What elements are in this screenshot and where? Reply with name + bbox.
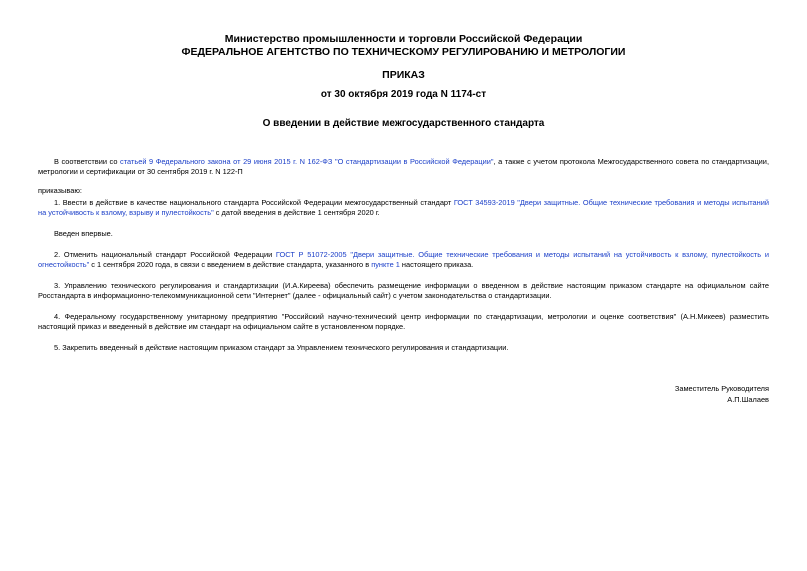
- signatory-position: Заместитель Руководителя: [674, 384, 769, 393]
- signatory-name: А.П.Шалаев: [727, 395, 769, 404]
- agency-name: ФЕДЕРАЛЬНОЕ АГЕНТСТВО ПО ТЕХНИЧЕСКОМУ РЕГУЛИРОВАНИЮ И МЕТРОЛОГИИ: [181, 46, 626, 58]
- law-link[interactable]: статьей 9 Федерального закона от 29 июня 2015 г. N 162-ФЗ "О стандартизации в Российской Федерации": [120, 157, 494, 166]
- order-word: приказываю:: [38, 186, 82, 195]
- ministry-name: Министерство промышленности и торговли Российской Федерации: [224, 33, 583, 45]
- gost-r-51072-link[interactable]: ГОСТ Р 51072-2005 "Двери защитные. Общие технические требования и методы испытаний на устойчивость к взлому, пулестойкость и огнестойкость": [38, 250, 769, 269]
- item-2-text-before: 2. Отменить национальный стандарт Российской Федерации: [54, 250, 276, 259]
- introduced-note: Введен впервые.: [54, 229, 113, 238]
- gost-34593-link[interactable]: ГОСТ 34593-2019 "Двери защитные. Общие технические требования и методы испытаний на устойчивость к взлому, взрыву и пулестойкость": [38, 198, 769, 217]
- item-2-text-middle: с 1 сентября 2020 года, в связи с введением в действие стандарта, указанного в: [89, 260, 372, 269]
- item-3-paragraph: 3. Управлению технического регулирования и стандартизации (И.А.Киреева) обеспечить размещение информации о введенном в действие настоящим приказом стандарте на официальном сайте Росстандарта в информационно-телекоммуникационной сети "Интернет" (далее - официальный сайт) с учетом законодательства о стандартизации.: [38, 281, 769, 300]
- intro-paragraph: [38, 157, 769, 177]
- item-4-paragraph: 4. Федеральному государственному унитарному предприятию "Российский научно-технический центр информации по стандартизации, метрологии и оценке соответствия" (А.Н.Микеев) разместить настоящий приказ и введенный в действие им стандарт на официальном сайте в установленном порядке.: [38, 312, 769, 331]
- item-1-paragraph: [38, 198, 769, 218]
- item-1-text-after: с датой введения в действие 1 сентября 2020 г.: [213, 208, 380, 217]
- intro-text-after: , а также с учетом протокола Межгосударственного совета по стандартизации, метрологии и сертификации от 30 сентября 2019 г. N 122-П: [38, 157, 769, 176]
- item-2-text-after: настоящего приказа.: [399, 260, 474, 269]
- signature-block: [675, 383, 769, 405]
- order-title: ПРИКАЗ: [382, 69, 425, 81]
- item-1-reference-link[interactable]: пункте 1: [371, 260, 400, 269]
- intro-text-before: В соответствии со: [54, 157, 121, 166]
- item-2-paragraph: [38, 250, 769, 270]
- item-1-text-before: 1. Ввести в действие в качестве национального стандарта Российской Федерации межгосударственный стандарт: [54, 198, 454, 207]
- item-5-paragraph: 5. Закрепить введенный в действие настоящим приказом стандарт за Управлением технического регулирования и стандартизации.: [54, 343, 509, 352]
- order-subject: О введении в действие межгосударственного стандарта: [262, 118, 545, 129]
- order-date: от 30 октября 2019 года N 1174-ст: [320, 89, 487, 100]
